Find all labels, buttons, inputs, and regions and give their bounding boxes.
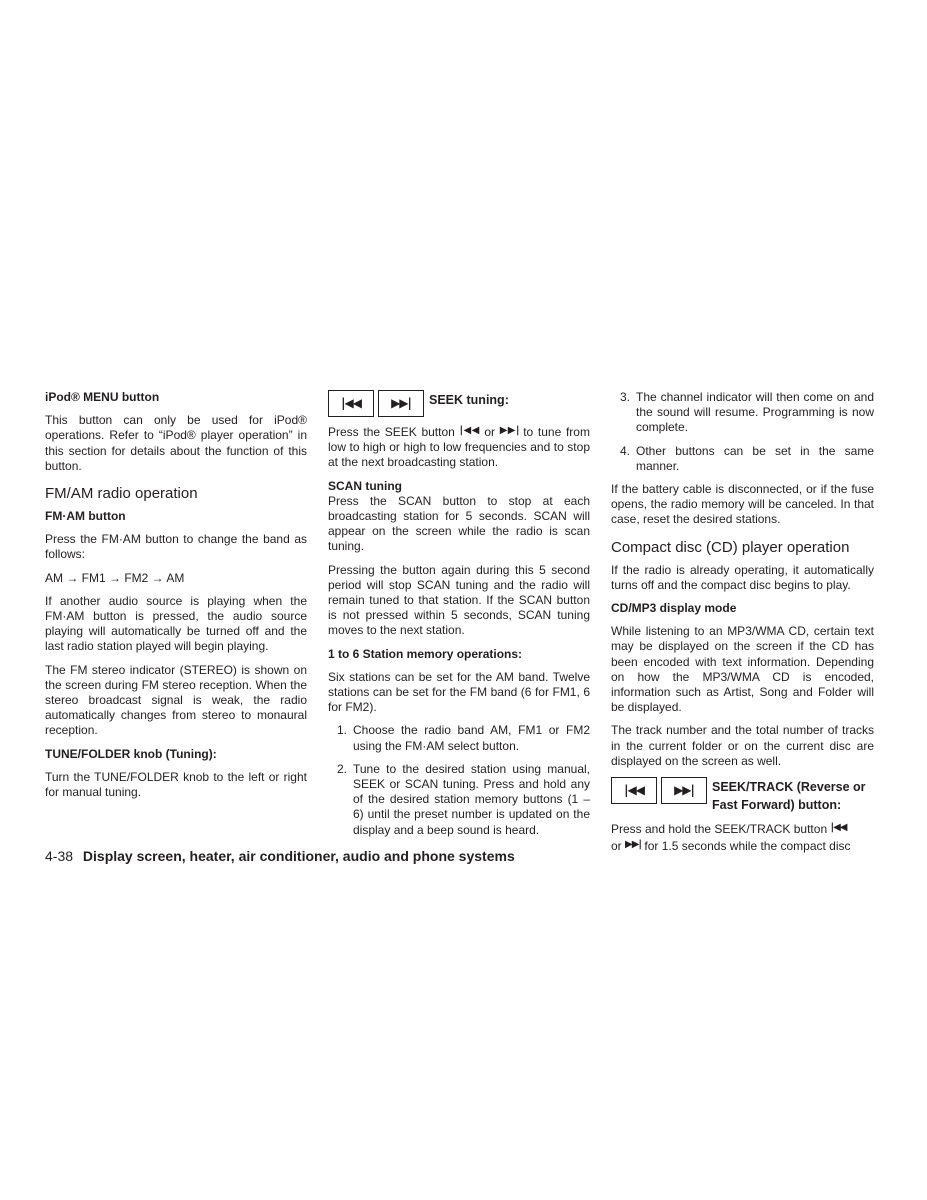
tune-folder-heading: TUNE/FOLDER knob (Tuning): [45, 746, 217, 761]
band-sequence: AM → FM1 → FM2 → AM [45, 570, 185, 585]
seek-tuning-text: Press the SEEK button |◀◀ or ▶▶| to tune from low to high or high to low frequencies and to stop at the next broadcasting station. [328, 425, 590, 470]
station-memory-heading: 1 to 6 Station memory operations: [328, 646, 523, 661]
cd-section-title: Compact disc (CD) player operation [611, 538, 850, 556]
station-memory-text: Six stations can be set for the AM band. Twelve stations can be set for the FM band (6 for FM1, 6 for FM2). [328, 669, 590, 715]
battery-text: If the battery cable is disconnected, or if the fuse opens, the radio memory will be canceled. In that case, reset the desired stations. [611, 482, 874, 527]
next-track-icon: ▶▶| [499, 425, 519, 436]
memory-steps-list-continued [611, 390, 874, 474]
column-2 [328, 390, 590, 846]
column-3 [611, 390, 874, 862]
other-audio-text: If another audio source is playing when the FM·AM button is pressed, the audio source playing will automatically be turned off and the last radio station played will begin playing. [45, 593, 307, 654]
fmam-button-text: Press the FM·AM button to change the band as follows: [45, 532, 307, 562]
page-footer [45, 848, 515, 864]
track-number-text: The track number and the total number of tracks in the current folder or on the current disc are displayed on the screen as well. [611, 723, 874, 768]
seek-tuning-label: SEEK tuning: [429, 393, 509, 407]
column-1 [45, 390, 307, 808]
press-hold-text: Press and hold the SEEK/TRACK button |◀◀ or ▶▶| for 1.5 seconds while the compact disc [611, 822, 851, 854]
list-item: 3. The channel indicator will then come on and the sound will resume. Programming is now complete. [619, 390, 874, 435]
seek-tuning-header [328, 390, 590, 417]
seek-prev-icon: |◀◀ [328, 390, 374, 417]
page-number: 4-38 [45, 848, 74, 864]
fmam-section-title: FM/AM radio operation [45, 485, 198, 503]
list-item: 1. Choose the radio band AM, FM1 or FM2 using the FM·AM select button. [336, 723, 590, 753]
seek-next-icon: ▶▶| [378, 390, 424, 417]
ipod-menu-heading: iPod® MENU button [45, 390, 160, 404]
scan-tuning-heading: SCAN tuning [328, 478, 402, 493]
next-track-icon: ▶▶| [625, 839, 642, 851]
fmam-button-heading: FM·AM button [45, 509, 126, 524]
memory-steps-list [328, 723, 590, 837]
cd-text: If the radio is already operating, it automatically turns off and the compact disc begins to play. [611, 562, 874, 592]
seek-track-label: SEEK/TRACK (Reverse or Fast Forward) button: [712, 780, 866, 813]
list-item: 4. Other buttons can be set in the same manner. [619, 443, 874, 473]
ipod-menu-text: This button can only be used for iPod® operations. Refer to “iPod® player operation” in this section for details about the function of this button. [45, 413, 307, 473]
list-item: 2. Tune to the desired station using manual, SEEK or SCAN tuning. Press and hold any of the desired station memory buttons (1 – 6) until the preset number is updated on the display and a beep sound is heard. [336, 761, 590, 837]
prev-track-icon: |◀◀ [459, 425, 480, 436]
scan-tuning-text: Press the SCAN button to stop at each broadcasting station for 5 seconds. SCAN will appear on the screen while the radio is scan tuning. [328, 493, 590, 554]
footer-title: Display screen, heater, air conditioner, audio and phone systems [82, 848, 515, 864]
prev-track-icon: |◀◀ [830, 822, 847, 834]
track-next-icon: ▶▶| [661, 777, 707, 804]
seek-track-header [611, 777, 874, 814]
track-prev-icon: |◀◀ [611, 777, 657, 804]
tune-folder-text: Turn the TUNE/FOLDER knob to the left or right for manual tuning. [45, 769, 307, 800]
cd-display-heading: CD/MP3 display mode [611, 601, 737, 616]
stereo-indicator-text: The FM stereo indicator (STEREO) is shown on the screen during FM stereo reception. When the stereo broadcast signal is weak, the radio automatically changes from stereo to monaural reception. [45, 662, 307, 738]
scan-again-text: Pressing the button again during this 5 second period will stop SCAN tuning and the radio will remain tuned to that station. If the SCAN button is not pressed within 5 seconds, SCAN tuning moves to the next station. [328, 562, 590, 638]
cd-display-text: While listening to an MP3/WMA CD, certain text may be displayed on the screen if the CD has been encoded with text information. Depending on how the MP3/WMA CD is encoded, information such as Artist, Song and Folder will be displayed. [611, 624, 874, 715]
